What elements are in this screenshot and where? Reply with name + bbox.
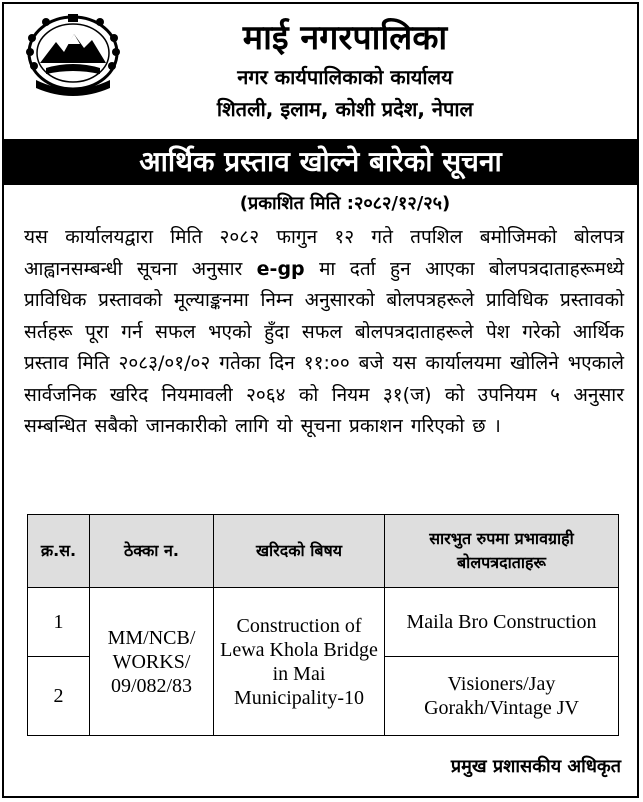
header-serial: क्र.स. bbox=[28, 515, 90, 588]
municipality-emblem-icon bbox=[18, 8, 128, 103]
office-name: नगर कार्यपालिकाको कार्यालय bbox=[237, 65, 453, 89]
municipality-name: माई नगरपालिका bbox=[242, 18, 448, 58]
office-address: शितली, इलाम, कोशी प्रदेश, नेपाल bbox=[216, 97, 474, 121]
header-bidders: सारभुत रुपमा प्रभावग्राही बोलपत्रदाताहरू bbox=[385, 515, 619, 588]
bidder-table bbox=[27, 514, 619, 736]
procurement-subject: Construction of Lewa Khola Bridge in Mai Municipality-10 bbox=[214, 588, 385, 736]
signature-designation: प्रमुख प्रशासकीय अधिकृत bbox=[450, 756, 621, 777]
table-header-row bbox=[28, 515, 619, 588]
body-text-pre: यस कार्यालयद्वारा मिति २०८२ फागुन १२ गते तपशिल बमोजिमको बोलपत्र आह्वानसम्बन्धी सूचना अनुसार bbox=[24, 226, 624, 280]
bidder-name: Visioners/Jay Gorakh/Vintage JV bbox=[385, 657, 619, 736]
bidder-name: Maila Bro Construction bbox=[385, 588, 619, 657]
published-date: (प्रकाशित मिति :२०८२/१२/२५) bbox=[239, 193, 451, 214]
contract-number: MM/NCB/ WORKS/ 09/082/83 bbox=[90, 588, 214, 736]
row-serial: 2 bbox=[28, 657, 90, 736]
body-text-post: मा दर्ता हुन आएका बोलपत्रदाताहरूमध्ये प्राविधिक प्रस्तावको मूल्याङ्कनमा निम्न अनुसारको बोलपत्रहरूले प्राविधिक प्रस्तावको सर्तहरू पूरा गर्न सफल भएको हुँदा सफल बोलपत्रदाताहरूले पेश गरेको आर्थिक प्रस्ताव मिति २०८३/०१/०२ गतेका दिन ११:०० बजे यस कार्यालयमा खोलिने भएकाले सार्वजनिक खरिद नियमावली २०६४ को नियम ३१(ज) को उपनियम ५ अनुसार सम्बन्धित सबैको जानकारीको लागि यो सूचना प्रकाशन गरिएको छ । bbox=[24, 257, 624, 437]
row-serial: 1 bbox=[28, 588, 90, 657]
header-subject: खरिदको बिषय bbox=[214, 515, 385, 588]
notice-body bbox=[24, 222, 624, 443]
egp-label: e-gp bbox=[256, 257, 305, 280]
notice-title: आर्थिक प्रस्ताव खोल्ने बारेको सूचना bbox=[4, 139, 637, 185]
header-contract-no: ठेक्का न. bbox=[90, 515, 214, 588]
table-row bbox=[28, 588, 619, 657]
